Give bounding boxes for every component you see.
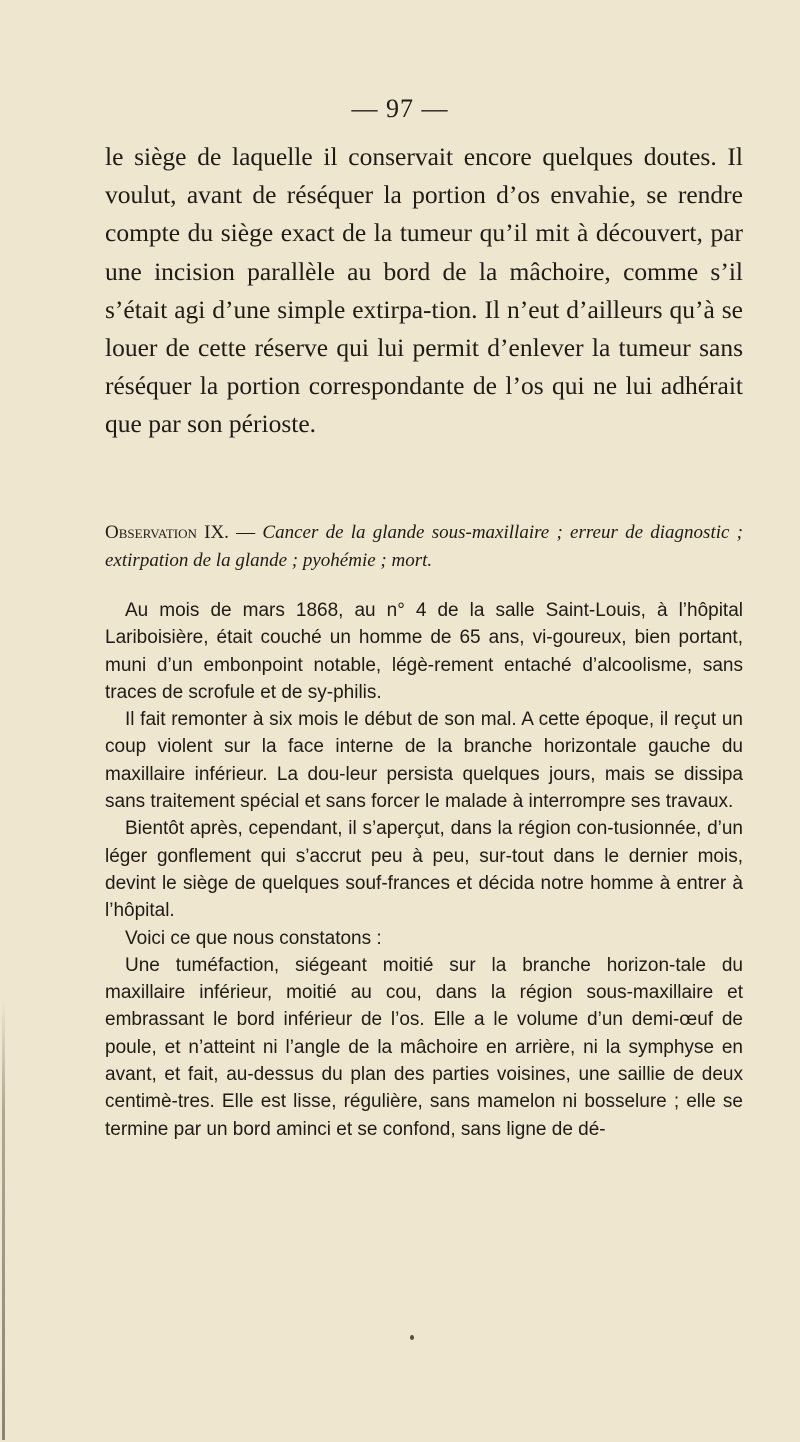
body-paragraph: Bientôt après, cependant, il s’aperçut, dans la région con-tusionnée, d’un léger gonflement qui s’accrut peu à peu, sur-tout dans le dernier mois, devint le siège de quelques souf-frances et décida notre homme à entrer à l’hôpital. [105, 818, 743, 922]
binding-edge-shadow [2, 1000, 5, 1440]
body-paragraph: Une tuméfaction, siégeant moitié sur la branche horizon-tale du maxillaire inférieur, moitié au cou, dans la région sous-maxillaire et embrassant le bord inférieur de l’os. Elle a le volume d’un demi-œuf de poule, et n’atteint ni l’angle de la mâchoire en arrière, ni la symphyse en avant, et fait, au-dessus du plan des parties voisines, une saillie de deux centimè-tres. Elle est lisse, régulière, sans mamelon ni bosselure ; elle se termine par un bord aminci et se confond, sans ligne de dé- [105, 954, 743, 1140]
observation-heading [105, 519, 743, 575]
observation-label: Observation IX. [105, 522, 229, 543]
body-paragraph: Voici ce que nous constatons : [125, 927, 382, 949]
observation-dash: — [228, 522, 263, 543]
observation-body [105, 597, 743, 1143]
paragraph-continuation: le siège de laquelle il conservait encore quelques doutes. Il voulut, avant de réséquer la portion d’os envahie, se rendre compte du siège exact de la tumeur qu’il mit à découvert, par une incision parallèle au bord de la mâchoire, comme s’il s’était agi d’une simple extirpa-tion. Il n’eut d’ailleurs qu’à se louer de cette réserve qui lui permit d’enlever la tumeur sans réséquer la portion correspondante de l’os qui ne lui adhérait que par son périoste. [105, 142, 743, 439]
body-paragraph: Au mois de mars 1868, au n° 4 de la salle Saint-Louis, à l’hôpital Lariboisière, était couché un homme de 65 ans, vi-goureux, bien portant, muni d’un embonpoint notable, légè-rement entaché d’alcoolisme, sans traces de scrofule et de sy-philis. [105, 600, 743, 703]
paper-speck [410, 1335, 414, 1340]
body-paragraph: Il fait remonter à six mois le début de son mal. A cette époque, il reçut un coup violent sur la face interne de la branche horizontale gauche du maxillaire inférieur. La dou-leur persista quelques jours, mais se dissipa sans traitement spécial et sans forcer le malade à interrompre ses travaux. [105, 709, 743, 813]
observation-title: Cancer de la glande sous-maxillaire ; erreur de diagnostic ; extirpation de la glande ; pyohémie ; mort. [105, 522, 744, 571]
page-number: — 97 — [351, 94, 449, 123]
